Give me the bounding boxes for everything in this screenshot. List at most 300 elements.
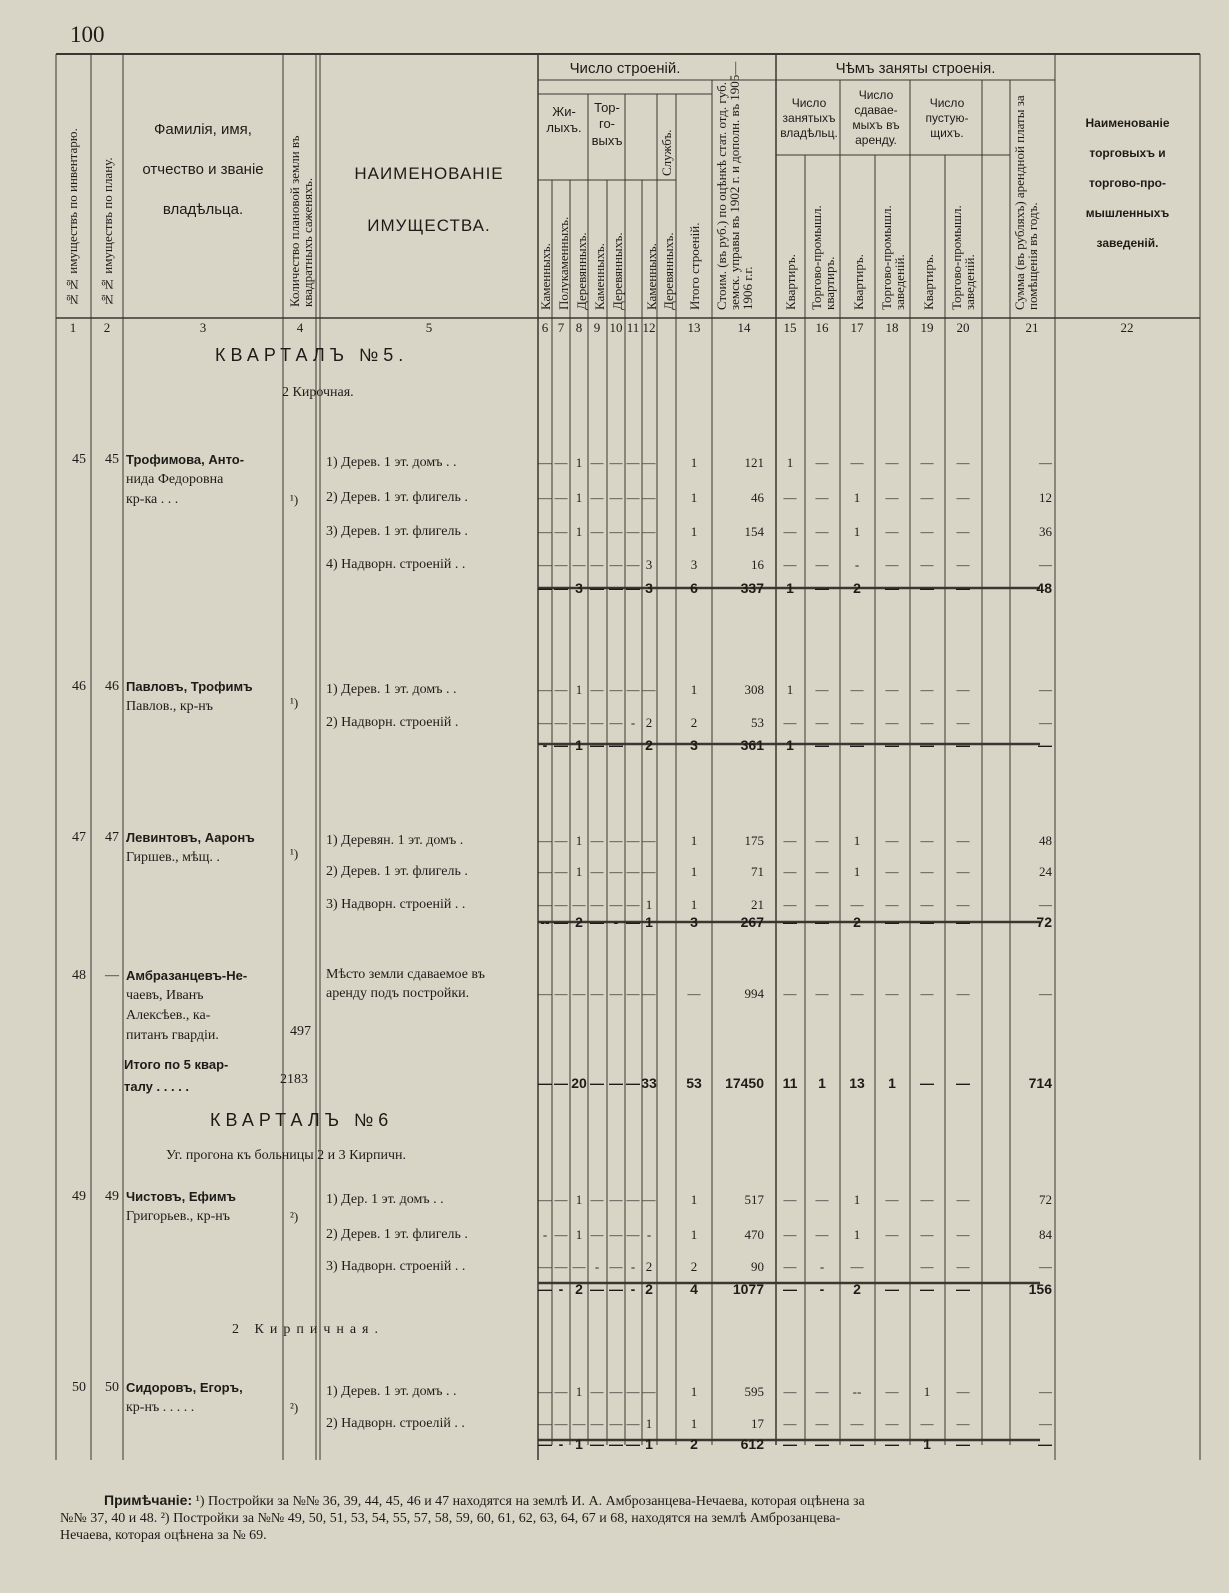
total-cell: 20 [571, 1075, 587, 1091]
total-cell: 1 [575, 1436, 583, 1452]
table-cell: — [815, 682, 829, 697]
total-cell: 53 [686, 1075, 702, 1091]
total-cell: 2 [690, 1436, 698, 1452]
column-number: 3 [199, 320, 207, 335]
table-cell: — [626, 1192, 640, 1207]
table-cell: 46 [751, 490, 764, 505]
table-cell: - [542, 1227, 548, 1242]
total-cell: — [590, 914, 604, 930]
header-v12: Деревянныхъ. [661, 232, 676, 310]
inventory-number: 47 [72, 830, 86, 845]
table-cell: — [590, 864, 604, 879]
table-cell: 72 [1039, 1192, 1052, 1207]
total-cell: — [885, 914, 899, 930]
table-cell: 1 [853, 1192, 861, 1207]
header-sub-zhilykh: Жи-лыхъ. [546, 104, 582, 136]
total-cell: — [956, 1436, 970, 1452]
table-cell: — [590, 833, 604, 848]
table-cell: — [642, 682, 656, 697]
total-cell: — [850, 1436, 864, 1452]
total-cell: — [590, 1075, 604, 1091]
table-cell: — [554, 1416, 568, 1431]
table-cell: — [783, 524, 797, 539]
plan-number: 49 [105, 1189, 119, 1204]
total-cell: — [783, 914, 797, 930]
total-cell: 17450 [725, 1075, 764, 1091]
column-number: 8 [575, 320, 583, 335]
table-cell: — [590, 682, 604, 697]
column-number: 19 [920, 320, 934, 335]
column-number: 22 [1120, 320, 1134, 335]
total-cell: 3 [645, 580, 653, 596]
table-cell: 84 [1039, 1227, 1052, 1242]
table-cell: 1 [690, 1384, 698, 1399]
total-cell: — [609, 1075, 623, 1091]
table-cell: 1 [575, 455, 583, 470]
table-cell: 2 [645, 715, 653, 730]
table-cell: — [850, 682, 864, 697]
table-cell: 1 [786, 455, 794, 470]
table-cell: — [538, 557, 552, 572]
table-cell: — [783, 715, 797, 730]
table-cell: — [920, 1416, 934, 1431]
table-cell: — [626, 1227, 640, 1242]
table-cell: — [885, 897, 899, 912]
table-cell: — [626, 490, 640, 505]
table-cell: 1 [690, 1227, 698, 1242]
inventory-number: 50 [72, 1380, 86, 1395]
table-cell: 1 [853, 490, 861, 505]
total-cell: — [885, 737, 899, 753]
table-cell: — [609, 986, 623, 1001]
owner-name-line: чаевъ, Иванъ [126, 988, 204, 1003]
table-cell: 36 [1039, 524, 1052, 539]
property-description: аренду подъ постройки. [326, 986, 470, 1001]
plan-number: 46 [105, 679, 119, 694]
total-cell: — [590, 1436, 604, 1452]
table-cell: — [609, 455, 623, 470]
table-cell: — [590, 1227, 604, 1242]
total-cell: — [885, 580, 899, 596]
table-cell: 1 [575, 682, 583, 697]
total-cell: - [613, 914, 619, 930]
table-cell: 53 [751, 715, 764, 730]
total-cell: — [554, 737, 568, 753]
table-cell: — [538, 986, 552, 1001]
owner-name-line: Амбразанцевъ-Не- [126, 968, 248, 983]
owner-name-line: кр-нъ . . . . . [126, 1400, 195, 1415]
header-sub-torgovykh: Тор-го-выхъ [591, 100, 623, 148]
table-cell: — [920, 897, 934, 912]
table-cell: 2 [645, 1259, 653, 1274]
table-cell: - [646, 1227, 652, 1242]
table-cell: — [1039, 986, 1052, 1001]
table-cell: — [920, 715, 934, 730]
total-cell: — [920, 914, 934, 930]
total-cell: — [815, 914, 829, 930]
table-cell: — [609, 864, 623, 879]
total-cell: - [558, 1281, 564, 1297]
table-cell: 1 [923, 1384, 931, 1399]
owner-footnote-mark: ¹) [290, 695, 299, 710]
header-col4: Количество плановой земли въ квадратныхъ саженяхъ. [287, 135, 315, 307]
table-cell: — [783, 490, 797, 505]
table-cell: — [609, 1384, 623, 1399]
table-cell: — [572, 557, 586, 572]
table-cell: — [687, 986, 701, 1001]
table-cell: — [783, 986, 797, 1001]
table-cell: — [554, 455, 568, 470]
total-cell: — [626, 914, 640, 930]
header-v14: Стоим. (въ руб.) по оцѣнкѣ стат. отд. губ. земск. управы въ 1902 г. и дополн. въ 1905—1906 г.г. [714, 61, 755, 310]
total-cell: — [626, 1436, 640, 1452]
header-sub-pustuyushchikh: Число пустую-щихъ. [925, 96, 969, 140]
table-cell: — [783, 864, 797, 879]
table-cell: — [956, 1192, 970, 1207]
table-cell: — [885, 986, 899, 1001]
total-cell: - [630, 1281, 636, 1297]
column-number: 12 [642, 320, 656, 335]
table-cell: — [590, 715, 604, 730]
total-cell: — [590, 580, 604, 596]
header-col5 [320, 148, 538, 252]
table-cell: 1 [575, 864, 583, 879]
table-cell: — [956, 1259, 970, 1274]
total-cell: 1 [818, 1075, 826, 1091]
total-cell: 612 [740, 1436, 764, 1452]
total-cell: — [850, 737, 864, 753]
table-cell: 1 [575, 490, 583, 505]
table-cell: — [815, 715, 829, 730]
column-number: 17 [850, 320, 864, 335]
table-cell: - [594, 1259, 600, 1274]
total-cell: — [885, 1281, 899, 1297]
total-cell: — [956, 1281, 970, 1297]
table-cell: 1 [690, 1192, 698, 1207]
table-cell: — [554, 524, 568, 539]
table-cell: — [538, 833, 552, 848]
total-cell: — [956, 580, 970, 596]
table-cell: — [642, 524, 656, 539]
table-cell: — [538, 490, 552, 505]
total-cell: - [819, 1281, 825, 1297]
table-cell: — [885, 1384, 899, 1399]
total-cell: — [609, 1436, 623, 1452]
table-cell: — [538, 1416, 552, 1431]
table-cell: — [815, 1192, 829, 1207]
table-cell: 2 [690, 715, 698, 730]
table-cell: — [885, 1416, 899, 1431]
header-col2: №№ имуществъ по плану. [100, 157, 115, 307]
table-cell: 1 [575, 833, 583, 848]
total-cell: — [920, 1075, 934, 1091]
column-number: 7 [557, 320, 565, 335]
total-cell: — [815, 580, 829, 596]
table-cell: — [920, 986, 934, 1001]
table-cell: — [850, 455, 864, 470]
table-cell: — [885, 557, 899, 572]
owner-footnote-mark: ²) [290, 1209, 299, 1224]
kvartal6-street2: 2 Кирпичная. [232, 1322, 385, 1337]
header-v11: Каменныхъ. [644, 243, 659, 310]
header-sub-sdavaemykh: Число сдавае-мыхъ въ аренду. [852, 88, 900, 147]
table-cell: — [626, 833, 640, 848]
table-cell: - [630, 1259, 636, 1274]
owner-name-line: Павловъ, Трофимъ [126, 679, 253, 694]
total-cell: 2 [575, 1281, 583, 1297]
table-cell: — [1039, 682, 1052, 697]
column-number: 4 [296, 320, 304, 335]
itogo-label-line: Итого по 5 квар- [124, 1057, 229, 1072]
total-cell: 361 [740, 737, 764, 753]
table-cell: 121 [744, 455, 764, 470]
table-cell: — [956, 986, 970, 1001]
table-cell: 1 [690, 1416, 698, 1431]
total-cell: 1 [888, 1075, 896, 1091]
table-cell: — [642, 833, 656, 848]
table-cell: — [885, 833, 899, 848]
header-v6: Каменныхъ. [538, 243, 553, 310]
total-cell: 337 [740, 580, 764, 596]
table-cell: — [538, 524, 552, 539]
header-col22 [1055, 108, 1200, 258]
header-v21: Сумма (въ рубляхъ) арендной платы за помѣщенія въ годъ. [1012, 95, 1040, 310]
column-number: 9 [593, 320, 601, 335]
footnote-line-3: Нечаева, которая оцѣнена за № 69. [60, 1528, 267, 1543]
column-number: 2 [103, 320, 111, 335]
table-cell: — [920, 490, 934, 505]
inventory-number: 45 [72, 452, 86, 467]
table-cell: 12 [1039, 490, 1052, 505]
total-cell: — [554, 1075, 568, 1091]
table-cell: — [783, 1259, 797, 1274]
table-cell: 154 [744, 524, 764, 539]
table-cell: — [956, 833, 970, 848]
total-cell: — [609, 1281, 623, 1297]
table-cell: — [783, 1416, 797, 1431]
table-cell: — [815, 986, 829, 1001]
property-description: 1) Деревян. 1 эт. домъ . [326, 833, 464, 848]
total-cell: -- [540, 914, 550, 930]
table-cell: — [626, 682, 640, 697]
total-cell: — [783, 1281, 797, 1297]
column-number: 6 [541, 320, 549, 335]
column-number: 11 [626, 320, 640, 335]
header-col5-line: НАИМЕНОВАНІЕ [354, 164, 504, 183]
table-cell: — [885, 1227, 899, 1242]
total-cell: — [609, 580, 623, 596]
table-cell: — [815, 524, 829, 539]
table-cell: — [1039, 715, 1052, 730]
table-cell: — [554, 1259, 568, 1274]
table-cell: — [554, 557, 568, 572]
table-cell: — [626, 897, 640, 912]
table-cell: — [554, 490, 568, 505]
owner-name-line: Алексѣев., ка- [126, 1008, 211, 1023]
owner-name-line: Гиршев., мѣщ. . [126, 850, 220, 865]
table-cell: — [815, 1416, 829, 1431]
table-cell: — [590, 1416, 604, 1431]
total-cell: 1 [786, 737, 794, 753]
table-cell: — [885, 682, 899, 697]
table-cell: 1 [690, 490, 698, 505]
header-v19: Квартиръ. [921, 254, 936, 310]
table-cell: — [609, 715, 623, 730]
property-description: 2) Надворн. строеній . [326, 715, 459, 730]
table-cell: 1 [690, 524, 698, 539]
table-cell: — [956, 1416, 970, 1431]
property-description: 1) Дер. 1 эт. домъ . . [326, 1192, 444, 1207]
column-number: 5 [425, 320, 433, 335]
total-cell: 2 [645, 1281, 653, 1297]
property-description: 3) Надворн. строеній . . [326, 897, 466, 912]
total-cell: — [626, 580, 640, 596]
table-cell: — [920, 455, 934, 470]
total-cell: — [956, 737, 970, 753]
property-description: 3) Надворн. строеній . . [326, 1259, 466, 1274]
table-cell: 17 [751, 1416, 764, 1431]
table-cell: 1 [853, 1227, 861, 1242]
total-cell: 3 [690, 737, 698, 753]
table-cell: — [609, 524, 623, 539]
header-col22-line: мышленныхъ [1085, 206, 1170, 220]
table-cell: 24 [1039, 864, 1052, 879]
table-cell: 1 [690, 864, 698, 879]
table-cell: 21 [751, 897, 764, 912]
total-cell: — [1038, 737, 1052, 753]
table-cell: — [920, 864, 934, 879]
table-cell: — [885, 524, 899, 539]
table-cell: 3 [645, 557, 653, 572]
total-cell: 13 [849, 1075, 865, 1091]
property-description: 1) Дерев. 1 эт. домъ . . [326, 682, 457, 697]
owner-footnote-mark: ¹) [290, 492, 299, 507]
table-cell: 470 [744, 1227, 764, 1242]
table-cell: — [609, 1259, 623, 1274]
total-cell: 11 [782, 1075, 798, 1091]
column-number: 1 [69, 320, 77, 335]
property-description: 2) Дерев. 1 эт. флигель . [326, 1227, 468, 1242]
table-cell: — [885, 1192, 899, 1207]
table-cell: — [815, 455, 829, 470]
header-group-count: Число строеній. [569, 60, 681, 77]
table-cell: — [590, 1192, 604, 1207]
table-cell: — [590, 1384, 604, 1399]
table-cell: — [815, 1227, 829, 1242]
table-cell: — [783, 897, 797, 912]
property-description: 1) Дерев. 1 эт. домъ . . [326, 1384, 457, 1399]
table-cell: — [783, 557, 797, 572]
header-sub-sluzhb: Службъ. [659, 129, 674, 176]
owner-name-line: Григорьев., кр-нъ [126, 1209, 231, 1224]
table-cell: — [783, 1192, 797, 1207]
table-cell: — [956, 715, 970, 730]
total-cell: 2 [575, 914, 583, 930]
table-cell: — [590, 490, 604, 505]
total-cell: — [609, 737, 623, 753]
header-v17: Квартиръ. [851, 254, 866, 310]
header-v13: Итого строеній. [687, 222, 702, 310]
total-cell: — [590, 1281, 604, 1297]
table-cell: — [1039, 557, 1052, 572]
table-cell: — [538, 715, 552, 730]
table-cell: — [815, 864, 829, 879]
table-cell: — [956, 864, 970, 879]
table-cell: — [554, 1192, 568, 1207]
header-v16: Торгово-промышл. квартиръ. [809, 205, 837, 310]
table-cell: — [815, 1384, 829, 1399]
table-cell: 1 [786, 682, 794, 697]
column-number: 14 [737, 320, 751, 335]
header-col1: №№ имуществъ по инвентарю. [65, 128, 80, 307]
table-cell: — [885, 864, 899, 879]
header-v20: Торгово-промышл. заведеній. [949, 205, 977, 310]
owner-name-line: Левинтовъ, Ааронъ [126, 830, 255, 845]
total-cell: — [920, 737, 934, 753]
table-cell: — [554, 897, 568, 912]
column-number: 21 [1025, 320, 1039, 335]
table-cell: 1 [575, 524, 583, 539]
table-cell: — [609, 833, 623, 848]
table-cell: -- [852, 1384, 862, 1399]
header-col22-line: Наименованіе [1085, 116, 1170, 130]
header-col5-line: ИМУЩЕСТВА. [367, 216, 491, 235]
table-cell: — [642, 455, 656, 470]
header-col22-line: торгово-про- [1089, 176, 1166, 190]
table-cell: 90 [751, 1259, 764, 1274]
header-v15: Квартиръ. [783, 254, 798, 310]
total-cell: 3 [575, 580, 583, 596]
total-cell: 33 [641, 1075, 657, 1091]
column-number: 13 [687, 320, 701, 335]
total-cell: 267 [740, 914, 764, 930]
total-cell: 1 [786, 580, 794, 596]
owner-name-line: Трофимова, Анто- [126, 452, 245, 467]
table-cell: — [1039, 897, 1052, 912]
table-cell: — [920, 682, 934, 697]
header-col22-line: заведеній. [1096, 236, 1159, 250]
total-cell: — [538, 580, 552, 596]
total-cell: 72 [1036, 914, 1052, 930]
table-cell: 16 [751, 557, 764, 572]
table-cell: — [538, 1192, 552, 1207]
total-cell: 1 [645, 1436, 653, 1452]
table-cell: — [920, 1192, 934, 1207]
total-cell: 2 [853, 580, 861, 596]
table-cell: — [538, 897, 552, 912]
total-cell: - [558, 1436, 564, 1452]
table-cell: 595 [744, 1384, 764, 1399]
kvartal5-street: 2 Кирочная. [282, 385, 354, 400]
table-cell: — [783, 1227, 797, 1242]
kvartal6-title: КВАРТАЛЪ №6 [210, 1110, 394, 1130]
total-cell: — [626, 1075, 640, 1091]
table-cell: — [626, 557, 640, 572]
total-cell: 6 [690, 580, 698, 596]
table-cell: — [590, 524, 604, 539]
header-v8: Деревянныхъ. [574, 232, 589, 310]
table-cell: — [642, 490, 656, 505]
property-description: 2) Дерев. 1 эт. флигель . [326, 864, 468, 879]
table-cell: - [630, 715, 636, 730]
inventory-number: 48 [72, 968, 86, 983]
footnote-line-2: №№ 37, 40 и 48. ²) Постройки за №№ 49, 50, 51, 53, 54, 55, 57, 58, 59, 60, 61, 62, 63, 64, 67 и 68, находятся на землѣ Амброзанцева- [60, 1511, 841, 1526]
table-cell: — [885, 715, 899, 730]
table-cell: 71 [751, 864, 764, 879]
total-cell: — [538, 1075, 552, 1091]
table-cell: 1 [645, 1416, 653, 1431]
table-cell: 1 [853, 864, 861, 879]
